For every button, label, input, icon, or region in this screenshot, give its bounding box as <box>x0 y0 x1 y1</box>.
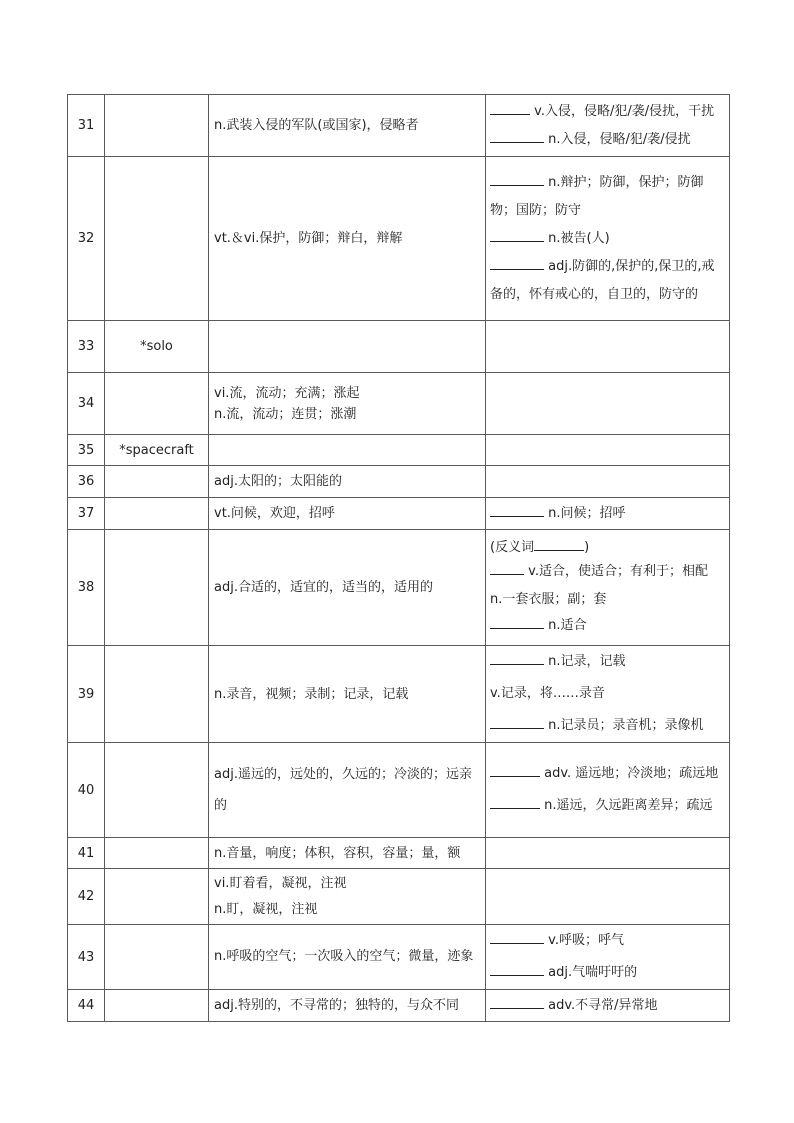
answer-blank[interactable] <box>490 931 544 944</box>
derivative-line: n.记录员；录音机；录像机 <box>490 710 725 742</box>
meaning-cell <box>209 743 486 838</box>
vocabulary-table <box>67 94 730 1022</box>
row-number: 31 <box>68 95 105 157</box>
row-number: 37 <box>68 498 105 530</box>
word-cell <box>105 498 209 530</box>
meaning-line: vi.流，流动；充满；涨起 <box>214 385 360 401</box>
vocabulary-sheet <box>67 94 729 1022</box>
table-row <box>68 646 730 743</box>
table-row <box>68 157 730 321</box>
meaning-line: adj.合适的，适宜的，适当的，适用的 <box>214 580 433 595</box>
row-number: 42 <box>68 869 105 925</box>
meaning-line: vt.＆vi.保护，防御；辩白，辩解 <box>214 231 403 246</box>
meaning-line: n.盯，凝视，注视 <box>214 901 318 917</box>
table-row <box>68 435 730 466</box>
table-row <box>68 373 730 435</box>
table-row <box>68 95 730 157</box>
meaning-line: adj.特别的，不寻常的；独特的，与众不同 <box>214 998 459 1013</box>
answer-blank[interactable] <box>490 652 544 665</box>
row-number: 44 <box>68 990 105 1022</box>
word-cell <box>105 157 209 321</box>
word-cell <box>105 869 209 925</box>
meaning-cell <box>209 646 486 743</box>
answer-blank[interactable] <box>490 562 524 575</box>
answer-blank[interactable] <box>490 130 544 143</box>
answer-blank[interactable] <box>490 716 544 729</box>
answer-blank[interactable] <box>490 963 544 976</box>
answer-blank[interactable] <box>534 538 584 551</box>
derivative-line: n.记录，记载 <box>490 646 725 678</box>
derivative-line: adv. 遥远地；冷淡地；疏远地 <box>490 758 725 790</box>
derivative-line: v.入侵，侵略/犯/袭/侵扰，干扰 <box>490 98 725 126</box>
table-row <box>68 466 730 498</box>
row-number: 40 <box>68 743 105 838</box>
meaning-cell <box>209 838 486 869</box>
derivatives-cell <box>486 925 730 990</box>
derivative-line: n.入侵，侵略/犯/袭/侵扰 <box>490 126 725 154</box>
derivatives-cell <box>486 498 730 530</box>
meaning-cell <box>209 373 486 435</box>
derivative-line: n.适合 <box>490 614 725 638</box>
meaning-cell <box>209 157 486 321</box>
word-cell <box>105 373 209 435</box>
derivatives-cell <box>486 990 730 1022</box>
row-number: 36 <box>68 466 105 498</box>
meaning-line: n.流，流动；连贯；涨潮 <box>214 406 357 422</box>
table-row <box>68 743 730 838</box>
answer-blank[interactable] <box>490 996 544 1009</box>
meaning-cell <box>209 435 486 466</box>
meaning-cell <box>209 869 486 925</box>
meaning-cell <box>209 498 486 530</box>
row-number: 33 <box>68 321 105 373</box>
derivative-line: v.记录，将……录音 <box>490 686 605 701</box>
meaning-line: vi.盯着看，凝视，注视 <box>214 875 347 891</box>
derivative-line: adj.气喘吁吁的 <box>490 957 725 989</box>
derivatives-cell <box>486 466 730 498</box>
meaning-line: vt.问候，欢迎，招呼 <box>214 506 335 521</box>
meaning-cell <box>209 321 486 373</box>
derivatives-cell <box>486 838 730 869</box>
derivative-line: adv.不寻常/异常地 <box>490 992 725 1020</box>
meaning-cell <box>209 990 486 1022</box>
table-row <box>68 990 730 1022</box>
answer-blank[interactable] <box>490 504 544 517</box>
derivatives-cell <box>486 157 730 321</box>
derivative-line: v.呼吸；呼气 <box>490 925 725 957</box>
meaning-line: n.呼吸的空气；一次吸入的空气；微量，迹象 <box>214 949 474 964</box>
derivative-line: v.适合，使适合；有利于；相配 <box>490 558 725 586</box>
table-row <box>68 838 730 869</box>
derivative-line: (反义词 ) <box>490 539 590 555</box>
answer-blank[interactable] <box>490 102 530 115</box>
derivatives-cell <box>486 646 730 743</box>
word-cell <box>105 925 209 990</box>
row-number: 35 <box>68 435 105 466</box>
answer-blank[interactable] <box>490 796 540 809</box>
row-number: 32 <box>68 157 105 321</box>
row-number: 38 <box>68 530 105 646</box>
word-cell <box>105 646 209 743</box>
derivatives-cell <box>486 95 730 157</box>
table-row <box>68 530 730 646</box>
derivative-line: n.问候；招呼 <box>490 500 725 528</box>
derivative-line: adj.防御的,保护的,保卫的,戒备的，怀有戒心的，自卫的，防守的 <box>490 258 715 302</box>
meaning-line: n.录音，视频；录制；记录，记载 <box>214 686 409 702</box>
meaning-cell <box>209 530 486 646</box>
derivative-line: n.辩护；防御，保护；防御物；国防；防守 <box>490 174 704 218</box>
row-number: 41 <box>68 838 105 869</box>
meaning-line: adj.遥远的，远处的，久远的；冷淡的；远亲的 <box>214 767 472 813</box>
table-row <box>68 321 730 373</box>
derivative-line: n.被告(人) <box>490 225 725 253</box>
derivatives-cell <box>486 321 730 373</box>
derivative-line: n.遥远，久远距离差异；疏远 <box>490 790 725 822</box>
derivatives-cell <box>486 869 730 925</box>
meaning-line: n.武装入侵的军队(或国家)，侵略者 <box>214 118 419 133</box>
word-cell <box>105 838 209 869</box>
word-cell <box>105 990 209 1022</box>
table-row <box>68 869 730 925</box>
row-number: 39 <box>68 646 105 743</box>
answer-blank[interactable] <box>490 764 540 777</box>
word-cell <box>105 743 209 838</box>
word-cell <box>105 466 209 498</box>
meaning-cell <box>209 466 486 498</box>
derivatives-cell <box>486 743 730 838</box>
answer-blank[interactable] <box>490 229 544 242</box>
row-number: 43 <box>68 925 105 990</box>
meaning-line: n.音量，响度；体积，容积，容量；量，额 <box>214 845 461 861</box>
word-cell: *solo <box>105 321 209 373</box>
table-row <box>68 925 730 990</box>
meaning-line: adj.太阳的；太阳能的 <box>214 474 342 489</box>
answer-blank[interactable] <box>490 257 544 270</box>
word-cell <box>105 95 209 157</box>
derivatives-cell <box>486 530 730 646</box>
derivatives-cell <box>486 435 730 466</box>
answer-blank[interactable] <box>490 173 544 186</box>
word-cell <box>105 530 209 646</box>
word-cell: *spacecraft <box>105 435 209 466</box>
table-row <box>68 498 730 530</box>
derivative-line: n.一套衣服；副；套 <box>490 591 607 607</box>
meaning-cell <box>209 95 486 157</box>
row-number: 34 <box>68 373 105 435</box>
answer-blank[interactable] <box>490 616 544 629</box>
derivatives-cell <box>486 373 730 435</box>
meaning-cell <box>209 925 486 990</box>
